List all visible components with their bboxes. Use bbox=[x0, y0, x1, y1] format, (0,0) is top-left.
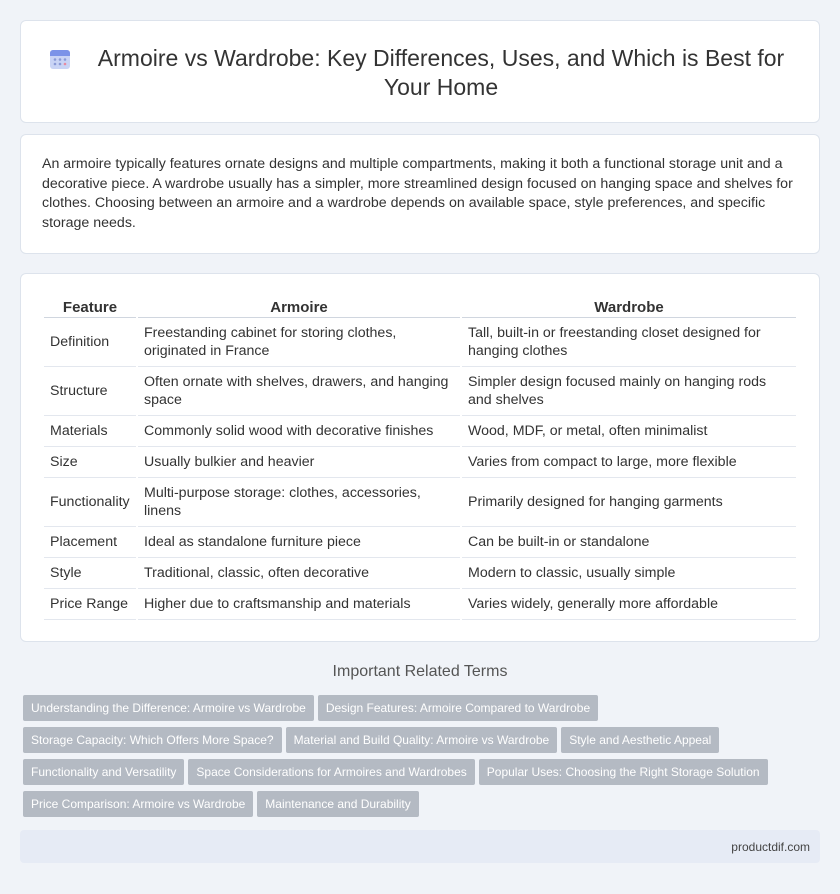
comparison-table bbox=[42, 296, 798, 620]
header-armoire: Armoire bbox=[138, 296, 460, 318]
wardrobe-cell: Simpler design focused mainly on hanging rods and shelves bbox=[462, 367, 796, 416]
armoire-cell: Multi-purpose storage: clothes, accessories, linens bbox=[138, 478, 460, 527]
table-row bbox=[44, 527, 796, 558]
table-row bbox=[44, 367, 796, 416]
armoire-cell: Higher due to craftsmanship and materials bbox=[138, 589, 460, 620]
feature-cell: Structure bbox=[44, 367, 136, 416]
header-feature: Feature bbox=[44, 296, 136, 318]
armoire-cell: Usually bulkier and heavier bbox=[138, 447, 460, 478]
footer-bar bbox=[20, 830, 820, 863]
wardrobe-cell: Primarily designed for hanging garments bbox=[462, 478, 796, 527]
armoire-cell: Traditional, classic, often decorative bbox=[138, 558, 460, 589]
intro-card bbox=[20, 134, 820, 254]
related-term-tag[interactable]: Style and Aesthetic Appeal bbox=[561, 727, 719, 753]
related-term-tag[interactable]: Design Features: Armoire Compared to Wardrobe bbox=[318, 695, 598, 721]
calendar-icon bbox=[48, 47, 72, 71]
tag-row bbox=[23, 727, 793, 759]
feature-cell: Style bbox=[44, 558, 136, 589]
related-terms-list bbox=[23, 695, 793, 823]
tag-row bbox=[23, 791, 793, 823]
tag-row bbox=[23, 695, 793, 727]
armoire-cell: Ideal as standalone furniture piece bbox=[138, 527, 460, 558]
related-term-tag[interactable]: Understanding the Difference: Armoire vs Wardrobe bbox=[23, 695, 314, 721]
related-term-tag[interactable]: Price Comparison: Armoire vs Wardrobe bbox=[23, 791, 253, 817]
armoire-cell: Commonly solid wood with decorative finishes bbox=[138, 416, 460, 447]
related-term-tag[interactable]: Popular Uses: Choosing the Right Storage Solution bbox=[479, 759, 768, 785]
wardrobe-cell: Varies from compact to large, more flexible bbox=[462, 447, 796, 478]
wardrobe-cell: Can be built-in or standalone bbox=[462, 527, 796, 558]
table-row bbox=[44, 478, 796, 527]
wardrobe-cell: Wood, MDF, or metal, often minimalist bbox=[462, 416, 796, 447]
wardrobe-cell: Modern to classic, usually simple bbox=[462, 558, 796, 589]
table-row bbox=[44, 558, 796, 589]
tag-row bbox=[23, 759, 793, 791]
table-row bbox=[44, 589, 796, 620]
footer-site-name: productdif.com bbox=[731, 840, 810, 854]
page-title: Armoire vs Wardrobe: Key Differences, Uses, and Which is Best for Your Home bbox=[97, 45, 785, 100]
table-header-row bbox=[44, 296, 796, 318]
feature-cell: Size bbox=[44, 447, 136, 478]
related-term-tag[interactable]: Storage Capacity: Which Offers More Space? bbox=[23, 727, 282, 753]
intro-paragraph: An armoire typically features ornate designs and multiple compartments, making it both a functional storage unit and a decorative piece. A wardrobe usually has a simpler, more streamlined design focused on hanging space and shelves for clothes. Choosing between an armoire and a wardrobe depends on available space, style preferences, and specific storage needs. bbox=[42, 156, 793, 231]
wardrobe-cell: Varies widely, generally more affordable bbox=[462, 589, 796, 620]
feature-cell: Price Range bbox=[44, 589, 136, 620]
title-area bbox=[21, 21, 821, 124]
armoire-cell: Often ornate with shelves, drawers, and hanging space bbox=[138, 367, 460, 416]
feature-cell: Functionality bbox=[44, 478, 136, 527]
feature-cell: Materials bbox=[44, 416, 136, 447]
table-row bbox=[44, 416, 796, 447]
related-term-tag[interactable]: Functionality and Versatility bbox=[23, 759, 184, 785]
related-term-tag[interactable]: Material and Build Quality: Armoire vs Wardrobe bbox=[286, 727, 558, 753]
table-row bbox=[44, 318, 796, 367]
armoire-cell: Freestanding cabinet for storing clothes, originated in France bbox=[138, 318, 460, 367]
comparison-card bbox=[20, 273, 820, 642]
related-term-tag[interactable]: Maintenance and Durability bbox=[257, 791, 418, 817]
related-term-tag[interactable]: Space Considerations for Armoires and Wardrobes bbox=[188, 759, 474, 785]
header-card bbox=[20, 20, 820, 123]
related-terms-title: Important Related Terms bbox=[332, 663, 508, 680]
header-wardrobe: Wardrobe bbox=[462, 296, 796, 318]
wardrobe-cell: Tall, built-in or freestanding closet designed for hanging clothes bbox=[462, 318, 796, 367]
feature-cell: Definition bbox=[44, 318, 136, 367]
table-row bbox=[44, 447, 796, 478]
feature-cell: Placement bbox=[44, 527, 136, 558]
